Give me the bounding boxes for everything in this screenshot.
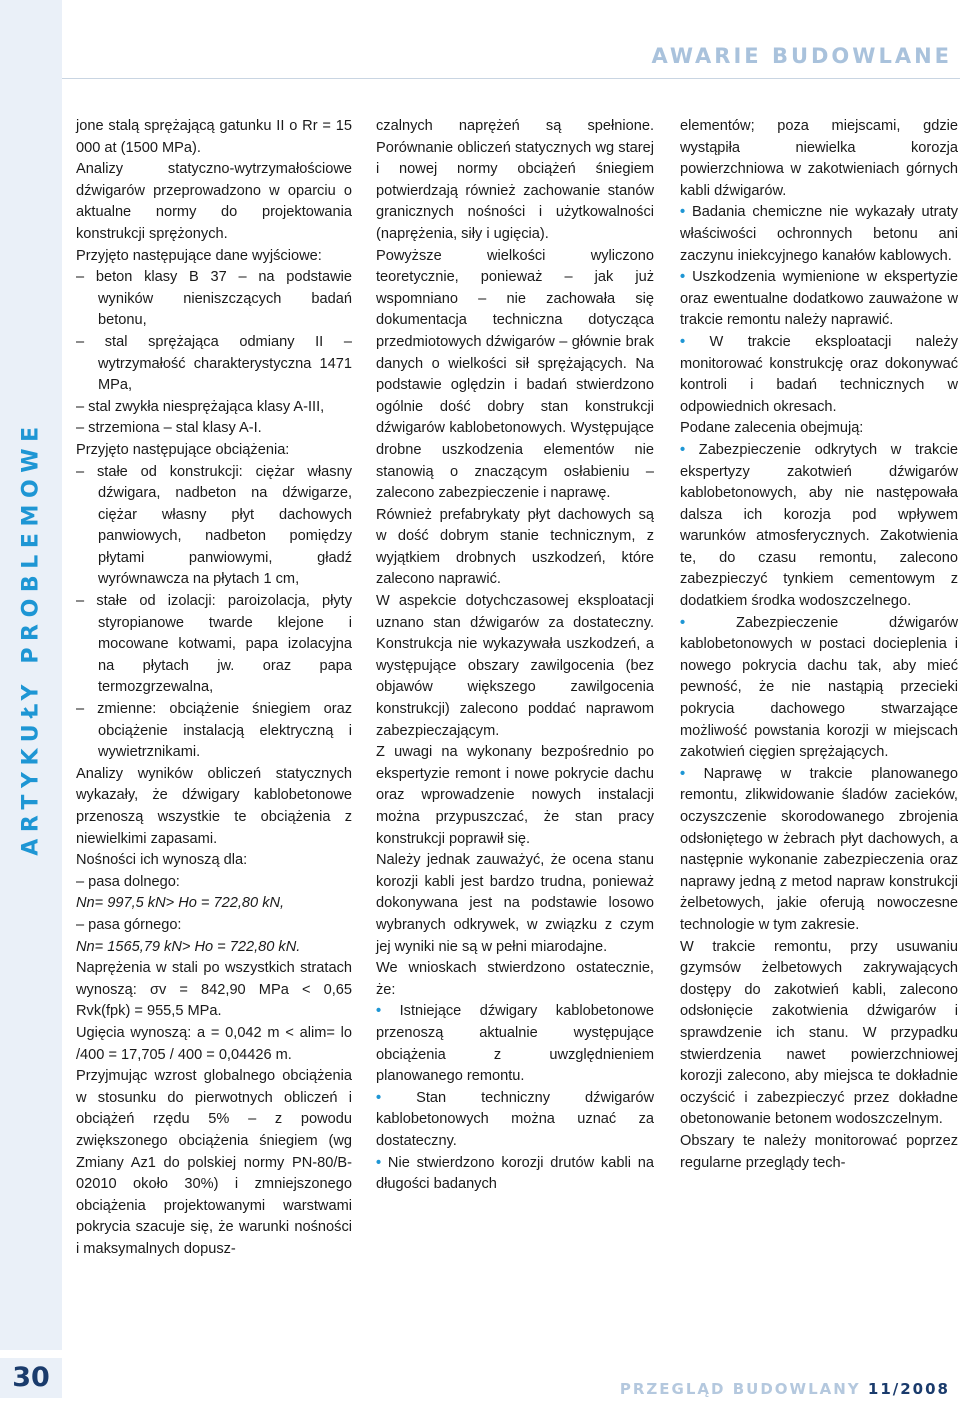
paragraph: Ugięcia wynoszą: a = 0,042 m < alim= lo /400 = 17,705 / 400 = 0,04426 m. [76, 1024, 352, 1063]
bullet-marker: • [680, 333, 686, 350]
bullet-marker: • [680, 614, 686, 631]
bullet-item: • Istniejące dźwigary kablobetonowe przenoszą aktualnie występujące obciążenia z uwzględnieniem planowanego remontu. [376, 1003, 654, 1085]
paragraph: Z uwagi na wykonany bezpośrednio po ekspertyzie remont i nowe pokrycie dachu oraz wprowadzenie nowych instalacji można przypuszczać, że stan pracy konstrukcji poprawił się. [376, 744, 654, 847]
bullet-marker: • [376, 1003, 382, 1020]
paragraph: Należy jednak zauważyć, że ocena stanu korozji kabli jest bardzo trudna, ponieważ dokonywana jest na podstawie losowo wybranych odkrywek, w związku z czym jej wyniki nie są w pełni miarodajne. [376, 852, 654, 955]
paragraph: Przyjęto następujące dane wyjściowe: [76, 247, 322, 264]
list-item: – pasa górnego: [76, 916, 182, 933]
paragraph: Nośności ich wynoszą dla: [76, 852, 248, 869]
bullet-marker: • [680, 441, 686, 458]
list-item: – beton klasy B 37 – na podstawie wyników nieniszczących badań betonu, [76, 269, 352, 329]
bullet-marker: • [376, 1154, 382, 1171]
bullet-marker: • [680, 269, 686, 286]
list-item: – pasa dolnego: [76, 873, 180, 890]
paragraph: elementów; poza miejscami, gdzie wystąpiła niewielka korozja powierzchniowa w zakotwieniach górnych kabli dźwigarów. [680, 118, 958, 199]
list-item: – strzemiona – stal klasy A-I. [76, 420, 262, 437]
paragraph: jone stalą sprężającą gatunku II o Rr = 15 000 at (1500 MPa). [76, 118, 352, 156]
text-column-2 [376, 116, 654, 1196]
paragraph: We wnioskach stwierdzono ostatecznie, że: [376, 960, 654, 998]
text-column-3 [680, 116, 958, 1174]
bullet-item: • Badania chemiczne nie wykazały utraty właściwości ochronnych betonu ani zaczynu iniekcyjnego kanałów kablowych. [680, 204, 958, 264]
bullet-item: • Naprawę w trakcie planowanego remontu, zlikwidowanie śladów zacieków, oczyszczenie skorodowanego zbrojenia odsłoniętego w żebrach płyt dachowych, a następnie wykonanie zabezpieczenia oraz naprawy jedną z metod napraw konstrukcji żelbetowych, jakie oferują nowoczesne technologie w tym zakresie. [680, 765, 958, 933]
bullet-item: • Zabezpieczenie odkrytych w trakcie ekspertyzy zakotwień dźwigarów kablobetonowych, aby nie następowała dalsza ich korozja pod wpływem warunków atmosferycznych. Zakotwienia te, do czasu remontu, zalecono zabezpieczyć tynkiem cementowym z dodatkiem środka wodoszczelnego. [680, 441, 958, 610]
list-item: – stałe od izolacji: paroizolacja, płyty styropianowe twarde klejone i mocowane kotwami, papa izolacyjna na płytach jw. oraz papa termozgrzewalna, [76, 593, 352, 696]
paragraph: Przyjmując wzrost globalnego obciążenia w stosunku do pierwotnych obliczeń i obciążeń rzędu 5% – z powodu zwiększonego obciążenia śniegiem (wg Zmiany Az1 do polskiej normy PN-80/B-02010 około 30%) i zmniejszonego obciążenia projektowanymi warstwami pokrycia szacuje się, że warunki nośności i maksymalnych dopusz- [76, 1068, 352, 1257]
list-item: – zmienne: obciążenie śniegiem oraz obciążenie instalacją elektryczną i wywietrznikami. [76, 701, 352, 761]
paragraph: W aspekcie dotychczasowej eksploatacji uznano stan dźwigarów za dostateczny. Konstrukcja nie wykazywała uszkodzeń, a występujące obszary zawilgocenia (bez objawów większego zawilgocenia konstrukcji) zalecono poddać naprawom zabezpieczającym. [376, 593, 654, 739]
bullet-item: • Nie stwierdzono korozji drutów kabli na długości badanych [376, 1154, 654, 1193]
paragraph: Analizy wyników obliczeń statycznych wykazały, że dźwigary kablobetonowe przenoszą wszystkie te obciążenia z niewielkimi zapasami. [76, 765, 352, 847]
bullet-item: • Stan techniczny dźwigarów kablobetonowych można uznać za dostateczny. [376, 1089, 654, 1149]
header-divider [62, 78, 960, 79]
bullet-item: • W trakcie eksploatacji należy monitorować konstrukcję oraz dokonywać kontroli i badań technicznych w odpowiednich okresach. [680, 333, 958, 415]
list-item: – stal sprężająca odmiany II – wytrzymałość charakterystyczna 1471 MPa, [76, 333, 352, 394]
text-column-1 [76, 116, 352, 1260]
paragraph: Naprężenia w stali po wszystkich stratach wynoszą: σv = 842,90 MPa < 0,65 Rvk(fpk) = 955,5 MPa. [76, 960, 352, 1020]
bullet-item: • Uszkodzenia wymienione w ekspertyzie oraz ewentualne dodatkowo zauważone w trakcie remontu należy naprawić. [680, 269, 958, 329]
list-item: – stal zwykła niesprężająca klasy A-III, [76, 398, 325, 415]
sidebar-band [0, 0, 62, 1350]
bullet-item: • Zabezpieczenie dźwigarów kablobetonowych w postaci docieplenia i nowego pokrycia dachu tak, aby mieć pewność, że nie nastąpią przecieki pokrycia dachowego stwarzające możliwość powstania korozji w miejscach zakotwień cięgien sprężających. [680, 614, 958, 761]
paragraph: Obszary te należy monitorować poprzez regularne przeglądy tech- [680, 1132, 958, 1171]
page-number: 30 [0, 1358, 62, 1398]
paragraph: Również prefabrykaty płyt dachowych są w dość dobrym stanie technicznym, z wyjątkiem drobnych uszkodzeń, które zalecono naprawić. [376, 506, 654, 588]
list-item: – stałe od konstrukcji: ciężar własny dźwigara, nadbeton na dźwigarze, ciężar własny płyt dachowych panwiowych, nadbeton pomiędzy płytami panwiowymi, gładź wyrównawcza na płytach 1 cm, [76, 463, 352, 588]
footer [620, 1380, 950, 1398]
paragraph: Przyjęto następujące obciążenia: [76, 441, 290, 458]
issue-number: 11/2008 [867, 1380, 950, 1398]
journal-name: PRZEGLĄD BUDOWLANY [619, 1380, 861, 1398]
paragraph: Podane zalecenia obejmują: [680, 420, 864, 437]
bullet-marker: • [680, 204, 686, 221]
paragraph: Analizy statyczno-wytrzymałościowe dźwigarów przeprowadzono w oparciu o aktualne normy do projektowania konstrukcji sprężonych. [76, 161, 352, 242]
section-label: ARTYKUŁY PROBLEMOWE [18, 420, 44, 856]
formula: Nn= 997,5 kN> Ho = 722,80 kN, [76, 895, 285, 912]
running-header: AWARIE BUDOWLANE [651, 44, 952, 68]
bullet-marker: • [680, 765, 686, 782]
bullet-marker: • [376, 1089, 382, 1106]
paragraph: czalnych naprężeń są spełnione. Porównanie obliczeń statycznych wg starej i nowej normy obciążeń śniegiem potwierdzają również zachowanie stanów granicznych nośności i użytkowalności (naprężenia, siły i ugięcia). [376, 118, 654, 242]
paragraph: Powyższe wielkości wyliczono teoretycznie, ponieważ – jak już wspomniano – nie zachowała się dokumentacja techniczna dotycząca przedmiotowych dźwigarów – głównie brak danych o wielkości sił sprężających. Na podstawie oględzin i badań stwierdzono ogólnie dość dobry stan konstrukcji dźwigarów kablobetonowych. Występujące drobne uszkodzenia elementów nie stanowią o znaczącym osłabieniu – zalecono zabezpieczenie i naprawę. [376, 247, 654, 502]
formula: Nn= 1565,79 kN> Ho = 722,80 kN. [76, 938, 301, 955]
paragraph: W trakcie remontu, przy usuwaniu gzymsów żelbetowych zakrywających dostępy do zakotwień kabli, zalecono odsłonięcie zakotwienia dźwigarów i sprawdzenie ich stanu. W przypadku stwierdzenia nawet powierzchniowej korozji zalecono, aby miejsca te dokładnie oczyścić i zabezpieczyć przez dokładne obetonowanie betonem wodoszczelnym. [680, 938, 958, 1128]
